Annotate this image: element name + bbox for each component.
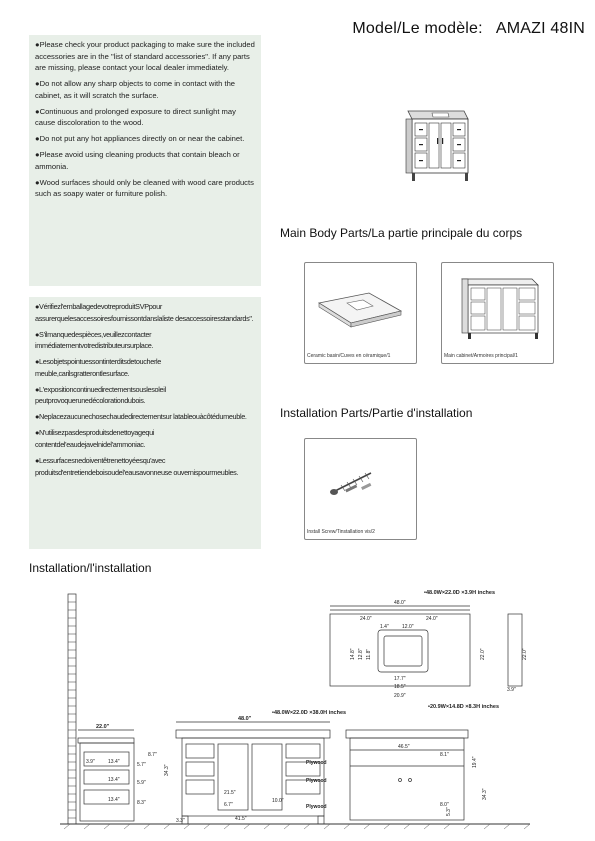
side-drawer-label: 13.4" (108, 759, 120, 765)
top-label: 12.0" (402, 624, 414, 630)
top-half-label: 24.0" (426, 616, 438, 622)
model-name: AMAZI 48IN (495, 20, 585, 37)
note-item: ●Continuous and prolonged exposure to direct sunlight may cause discoloration to the wood. (35, 106, 236, 128)
note-item: ●Do not put any hot appliances directly on or near the cabinet. (35, 134, 245, 144)
back-label: 8.1" (440, 752, 449, 758)
side-height-label: 8.3" (137, 800, 146, 806)
top-label: 14.8" (350, 648, 356, 660)
front-base-label: 41.5" (235, 816, 247, 822)
back-label: 19.4" (472, 756, 478, 768)
top-label: 11.8" (366, 648, 372, 660)
back-height-label: 34.3" (482, 788, 488, 800)
installation-heading: Installation/l'installation (29, 561, 152, 575)
note-item: ●L'expositioncontinuedirectementsouslesoleil peutprovoquerunedécolorationdubois. (35, 384, 166, 406)
top-depth-label: 22.0" (480, 648, 486, 660)
cabinet-caption: Main cabinet/Armoires principal/1 (444, 353, 518, 359)
note-item: ●Please check your product packaging to make sure the included accessories are in the "list of standard accessories". If any parts are missing, please contact your local dealer immediately. (35, 40, 255, 72)
top-depth-label: 22.0" (522, 648, 528, 660)
plywood-label: Plywood (306, 760, 327, 766)
model-label: Model/Le modèle: (352, 20, 483, 37)
model-title (352, 20, 585, 38)
note-item: ●Lessurfacesnedoiventêtrenettoyéesqu'avec produitsd'entretiendeboisoudel'eausavonneuse ouvernispourmeubles. (35, 456, 239, 477)
basin-overall-label: •20.9W×14.8D ×8.3H inches (428, 704, 500, 710)
screw-caption: Install Screw/Tinstallation vis/2 (307, 529, 375, 535)
top-half-label: 24.0" (360, 616, 372, 622)
basin-caption: Ceramic basin/Cuves en céramique/1 (307, 353, 391, 359)
main-body-heading: Main Body Parts/La partie principale du corps (280, 226, 523, 240)
side-view (78, 730, 134, 821)
front-width-label: 48.0" (238, 716, 252, 722)
notes-english (29, 35, 261, 286)
note-item: ●Please avoid using cleaning products that contain bleach or ammonia. (35, 150, 240, 171)
front-door-label: 6.7" (224, 802, 233, 808)
top-height-label: 3.9" (507, 687, 516, 693)
top-overall-label: •48.0W×22.0D ×3.9H inches (424, 590, 496, 596)
note-item: ●S'ilmanquedespièces,veuillezcontacter immédiatementvotredistributeursurplace. (35, 329, 154, 351)
front-door-label: 21.5" (224, 790, 236, 796)
installation-parts-heading: Installation Parts/Partie d'installation (280, 406, 473, 420)
plywood-label: Plywood (306, 778, 327, 784)
wall-ruler (68, 594, 76, 824)
basin-icon (305, 263, 416, 353)
installation-drawing (0, 580, 595, 830)
note-item: ●Lesobjetspointuessontinterditsdetoucherle meuble,carilsgratterontlesurface. (35, 357, 162, 378)
note-item: ●N'utilisezpasdesproduitsdenettoyagequi contentdel'eaudejavelnidel'ammoniac. (35, 428, 155, 449)
part-card-screw (304, 438, 417, 540)
floor-line (60, 824, 530, 829)
front-height-label: 34.3" (164, 764, 170, 776)
notes-french (29, 297, 261, 549)
side-height-label: 5.9" (137, 780, 146, 786)
back-label: 8.0" (440, 802, 449, 808)
screw-icon (305, 439, 416, 529)
cabinet-overall-label: •48.0W×22.0D ×38.0H inches (272, 710, 347, 716)
back-label: 5.3" (446, 807, 452, 816)
front-drawer-label: 10.0" (272, 798, 284, 804)
side-drawer-label: 3.9" (86, 759, 95, 765)
vanity-product-image (402, 93, 472, 189)
cabinet-icon (442, 263, 553, 353)
top-label: 1.4" (380, 624, 389, 630)
bowl-label: 17.7" (394, 676, 406, 682)
side-depth-label: 22.0" (96, 724, 110, 730)
note-item: ●Vérifiezl'emballagedevotreproduitSVPpour assurerquelesaccessoiresfournissontdanslaliste desaccessoiresstandards". (35, 302, 254, 323)
note-item: ●Neplacezaucunechosechaudedirectementsur latableouàcôtédumeuble. (35, 412, 247, 422)
front-foot-label: 3.3" (176, 818, 185, 824)
back-width-label: 46.5" (398, 744, 410, 750)
bowl-label: 18.5" (394, 684, 406, 690)
top-width-label: 48.0" (394, 600, 406, 606)
note-item: ●Do not allow any sharp objects to come in contact with the cabinet, as it will scratch the surface. (35, 79, 236, 100)
part-card-basin (304, 262, 417, 364)
note-item: ●Wood surfaces should only be cleaned with wood care products such as soapy water or furniture polish. (35, 177, 254, 199)
side-drawer-label: 13.4" (108, 777, 120, 783)
bowl-label: 20.9" (394, 693, 406, 699)
part-card-cabinet (441, 262, 554, 364)
side-height-label: 5.7" (137, 762, 146, 768)
top-label: 12.8" (358, 648, 364, 660)
side-height-label: 8.7" (148, 752, 157, 758)
side-drawer-label: 13.4" (108, 797, 120, 803)
plywood-label: Plywood (306, 804, 327, 810)
